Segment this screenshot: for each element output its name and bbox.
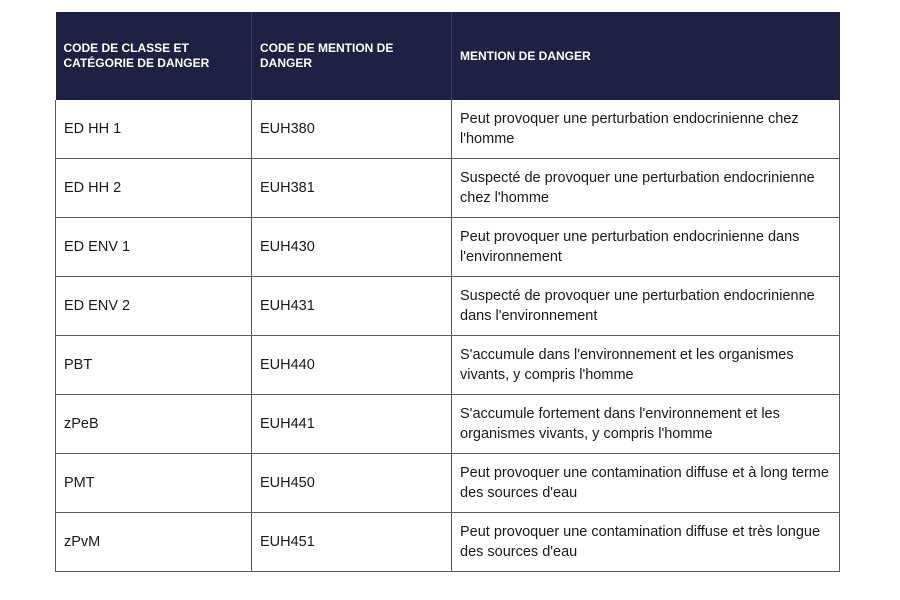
statement-cell: Suspecté de provoquer une perturbation endocrinienne chez l'homme	[452, 159, 840, 218]
header-row	[56, 12, 840, 100]
class-code-cell: PMT	[56, 454, 252, 513]
table-row	[56, 454, 840, 513]
table-row	[56, 159, 840, 218]
header-statement-code: CODE DE MENTION DE DANGER	[252, 12, 452, 100]
statement-code-cell: EUH441	[252, 395, 452, 454]
statement-cell: S'accumule dans l'environnement et les organismes vivants, y compris l'homme	[452, 336, 840, 395]
class-code-cell: ED HH 1	[56, 100, 252, 159]
hazard-table-container	[55, 12, 839, 572]
table-row	[56, 100, 840, 159]
statement-cell: Peut provoquer une contamination diffuse et à long terme des sources d'eau	[452, 454, 840, 513]
header-statement: MENTION DE DANGER	[452, 12, 840, 100]
table-row	[56, 395, 840, 454]
statement-code-cell: EUH451	[252, 513, 452, 572]
statement-code-cell: EUH430	[252, 218, 452, 277]
class-code-cell: PBT	[56, 336, 252, 395]
table-header	[56, 12, 840, 100]
hazard-table	[55, 12, 840, 572]
statement-cell: Suspecté de provoquer une perturbation endocrinienne dans l'environnement	[452, 277, 840, 336]
table-row	[56, 513, 840, 572]
header-class-code: CODE DE CLASSE ET CATÉGORIE DE DANGER	[56, 12, 252, 100]
class-code-cell: zPeB	[56, 395, 252, 454]
statement-code-cell: EUH381	[252, 159, 452, 218]
class-code-cell: zPvM	[56, 513, 252, 572]
class-code-cell: ED ENV 1	[56, 218, 252, 277]
table-body	[56, 100, 840, 572]
table-row	[56, 336, 840, 395]
statement-cell: S'accumule fortement dans l'environnement et les organismes vivants, y compris l'homme	[452, 395, 840, 454]
statement-code-cell: EUH440	[252, 336, 452, 395]
statement-cell: Peut provoquer une perturbation endocrinienne chez l'homme	[452, 100, 840, 159]
table-row	[56, 218, 840, 277]
statement-code-cell: EUH380	[252, 100, 452, 159]
statement-cell: Peut provoquer une perturbation endocrinienne dans l'environnement	[452, 218, 840, 277]
table-row	[56, 277, 840, 336]
statement-code-cell: EUH431	[252, 277, 452, 336]
class-code-cell: ED ENV 2	[56, 277, 252, 336]
statement-cell: Peut provoquer une contamination diffuse et très longue des sources d'eau	[452, 513, 840, 572]
class-code-cell: ED HH 2	[56, 159, 252, 218]
statement-code-cell: EUH450	[252, 454, 452, 513]
